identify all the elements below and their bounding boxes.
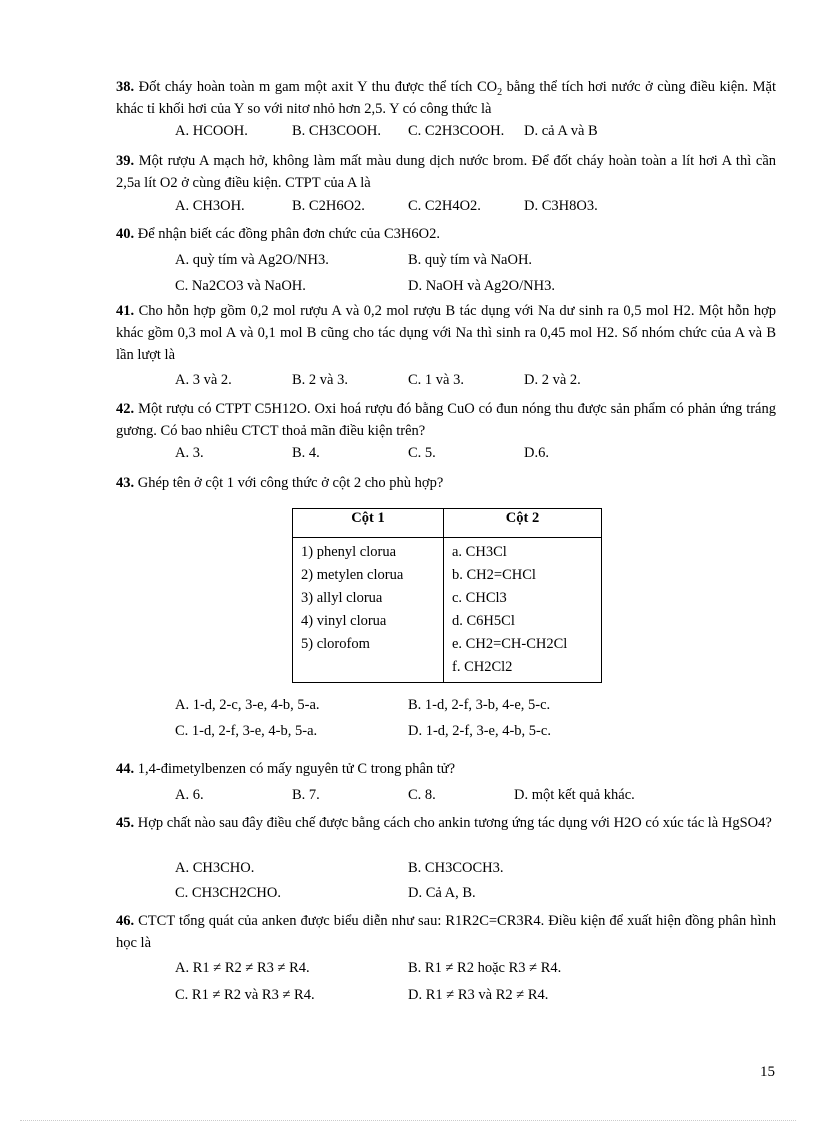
- option-b: B. 7.: [292, 787, 320, 803]
- question-41: [116, 300, 776, 366]
- question-number: 43.: [116, 475, 135, 491]
- question-40: [116, 223, 776, 245]
- option-b: B. CH3COOH.: [292, 123, 382, 139]
- column-1-item: 5) clorofom: [301, 636, 370, 652]
- column-2-item: d. C6H5Cl: [452, 613, 515, 629]
- option-b: B. 1-d, 2-f, 3-b, 4-e, 5-c.: [408, 697, 551, 713]
- option-c: C. 1-d, 2-f, 3-e, 4-b, 5-a.: [175, 723, 318, 739]
- question-39: [116, 150, 776, 194]
- question-text: Một rượu có CTPT C5H12O. Oxi hoá rượu đó bằng CuO có đun nóng thu được sản phẩm có phản ứng tráng gương. Có bao nhiêu CTCT thoả mãn điều kiện trên?: [116, 401, 776, 439]
- options-39: [175, 195, 775, 217]
- option-d: D. một kết quả khác.: [514, 787, 635, 803]
- matching-table: [292, 508, 602, 683]
- options-43-row2: [175, 720, 775, 742]
- option-d: D. R1 ≠ R3 và R2 ≠ R4.: [408, 987, 549, 1003]
- options-40-row1: [175, 249, 775, 271]
- option-a: A. R1 ≠ R2 ≠ R3 ≠ R4.: [175, 960, 310, 976]
- options-44: [175, 784, 775, 806]
- option-c: C. R1 ≠ R2 và R3 ≠ R4.: [175, 987, 315, 1003]
- option-b: B. 4.: [292, 445, 320, 461]
- options-41: [175, 369, 775, 391]
- option-c: C. C2H3COOH.: [408, 123, 505, 139]
- column-1-header: Cột 1: [293, 509, 444, 538]
- option-c: C. C2H4O2.: [408, 198, 481, 214]
- column-2-header: Cột 2: [444, 509, 602, 538]
- column-2-item: e. CH2=CH-CH2Cl: [452, 636, 568, 652]
- option-a: A. HCOOH.: [175, 123, 248, 139]
- question-text: Đốt cháy hoàn toàn m gam một axit Y thu được thể tích $CO_2$ bằng thể tích hơi nước ở cùng điều kiện. Mặt khác tỉ khối hơi của Y so với nitơ nhỏ hơn 2,5. Y có công thức là: [116, 79, 776, 117]
- option-c: C. Na2CO3 và NaOH.: [175, 278, 306, 294]
- column-1-item: 4) vinyl clorua: [301, 613, 387, 629]
- question-text: Hợp chất nào sau đây điều chế được bằng cách cho ankin tương ứng tác dụng với H2O có xúc tác là HgSO4?: [137, 815, 772, 831]
- options-46-row1: [175, 957, 775, 979]
- question-text: Để nhận biết các đồng phân đơn chức của C3H6O2.: [137, 226, 440, 242]
- option-d: D. cả A và B: [524, 123, 598, 139]
- option-a: A. CH3CHO.: [175, 860, 255, 876]
- options-45-row1: [175, 857, 775, 879]
- column-1-item: 2) metylen clorua: [301, 567, 404, 583]
- option-a: A. 3.: [175, 445, 204, 461]
- option-d: D. 2 và 2.: [524, 372, 581, 388]
- option-a: A. quỳ tím và Ag2O/NH3.: [175, 252, 329, 268]
- column-1-cell: [293, 538, 444, 683]
- question-number: 38.: [116, 79, 135, 95]
- question-text: 1,4-đimetylbenzen có mấy nguyên tử C trong phân tử?: [137, 761, 456, 777]
- option-d: D. NaOH và Ag2O/NH3.: [408, 278, 555, 294]
- column-1-item: 1) phenyl clorua: [301, 544, 397, 560]
- question-number: 45.: [116, 815, 135, 831]
- option-b: B. CH3COCH3.: [408, 860, 504, 876]
- question-text: Một rượu A mạch hở, không làm mất màu dung dịch nước brom. Để đốt cháy hoàn toàn a lít hơi A thì cần 2,5a lít O2 ở cùng điều kiện. CTPT của A là: [116, 153, 777, 191]
- options-40-row2: [175, 275, 775, 297]
- question-text: Ghép tên ở cột 1 với công thức ở cột 2 cho phù hợp?: [137, 475, 444, 491]
- options-38: [175, 120, 775, 142]
- option-a: A. CH3OH.: [175, 198, 245, 214]
- question-43: [116, 472, 776, 494]
- question-number: 42.: [116, 401, 135, 417]
- question-46: [116, 910, 776, 954]
- column-2-item: f. CH2Cl2: [452, 659, 513, 675]
- option-b: B. R1 ≠ R2 hoặc R3 ≠ R4.: [408, 960, 562, 976]
- options-43-row1: [175, 694, 775, 716]
- option-c: C. 1 và 3.: [408, 372, 464, 388]
- question-text: CTCT tổng quát của anken được biểu diễn như sau: R1R2C=CR3R4. Điều kiện để xuất hiện đồng phân hình học là: [116, 913, 777, 951]
- options-45-row2: [175, 882, 775, 904]
- option-b: B. 2 và 3.: [292, 372, 348, 388]
- column-1-item: 3) allyl clorua: [301, 590, 383, 606]
- option-a: A. 6.: [175, 787, 204, 803]
- question-number: 39.: [116, 153, 135, 169]
- option-a: A. 3 và 2.: [175, 372, 232, 388]
- question-number: 40.: [116, 226, 135, 242]
- option-c: C. 5.: [408, 445, 436, 461]
- option-c: C. 8.: [408, 787, 436, 803]
- footer-divider: [20, 1120, 796, 1121]
- question-number: 46.: [116, 913, 135, 929]
- option-a: A. 1-d, 2-c, 3-e, 4-b, 5-a.: [175, 697, 320, 713]
- option-d: D. C3H8O3.: [524, 198, 598, 214]
- question-45: [116, 812, 776, 834]
- option-d: D. 1-d, 2-f, 3-e, 4-b, 5-c.: [408, 723, 551, 739]
- options-46-row2: [175, 984, 775, 1006]
- column-2-cell: [444, 538, 602, 683]
- options-42: [175, 442, 775, 464]
- question-38: [116, 76, 776, 120]
- question-42: [116, 398, 776, 442]
- page-number: 15: [760, 1064, 775, 1080]
- option-d: D.6.: [524, 445, 549, 461]
- option-b: B. C2H6O2.: [292, 198, 365, 214]
- column-2-item: c. CHCl3: [452, 590, 507, 606]
- option-b: B. quỳ tím và NaOH.: [408, 252, 533, 268]
- option-d: D. Cả A, B.: [408, 885, 476, 901]
- column-2-item: a. CH3Cl: [452, 544, 507, 560]
- question-number: 41.: [116, 303, 135, 319]
- column-2-item: b. CH2=CHCl: [452, 567, 536, 583]
- question-44: [116, 758, 776, 780]
- question-number: 44.: [116, 761, 135, 777]
- option-c: C. CH3CH2CHO.: [175, 885, 281, 901]
- question-text: Cho hỗn hợp gồm 0,2 mol rượu A và 0,2 mol rượu B tác dụng với Na dư sinh ra 0,5 mol H2. Một hỗn hợp khác gồm 0,3 mol A và 0,1 mol B cũng cho tác dụng với Na thì sinh ra 0,45 mol H2. Số nhóm chức của A và B lần lượt là: [116, 303, 777, 363]
